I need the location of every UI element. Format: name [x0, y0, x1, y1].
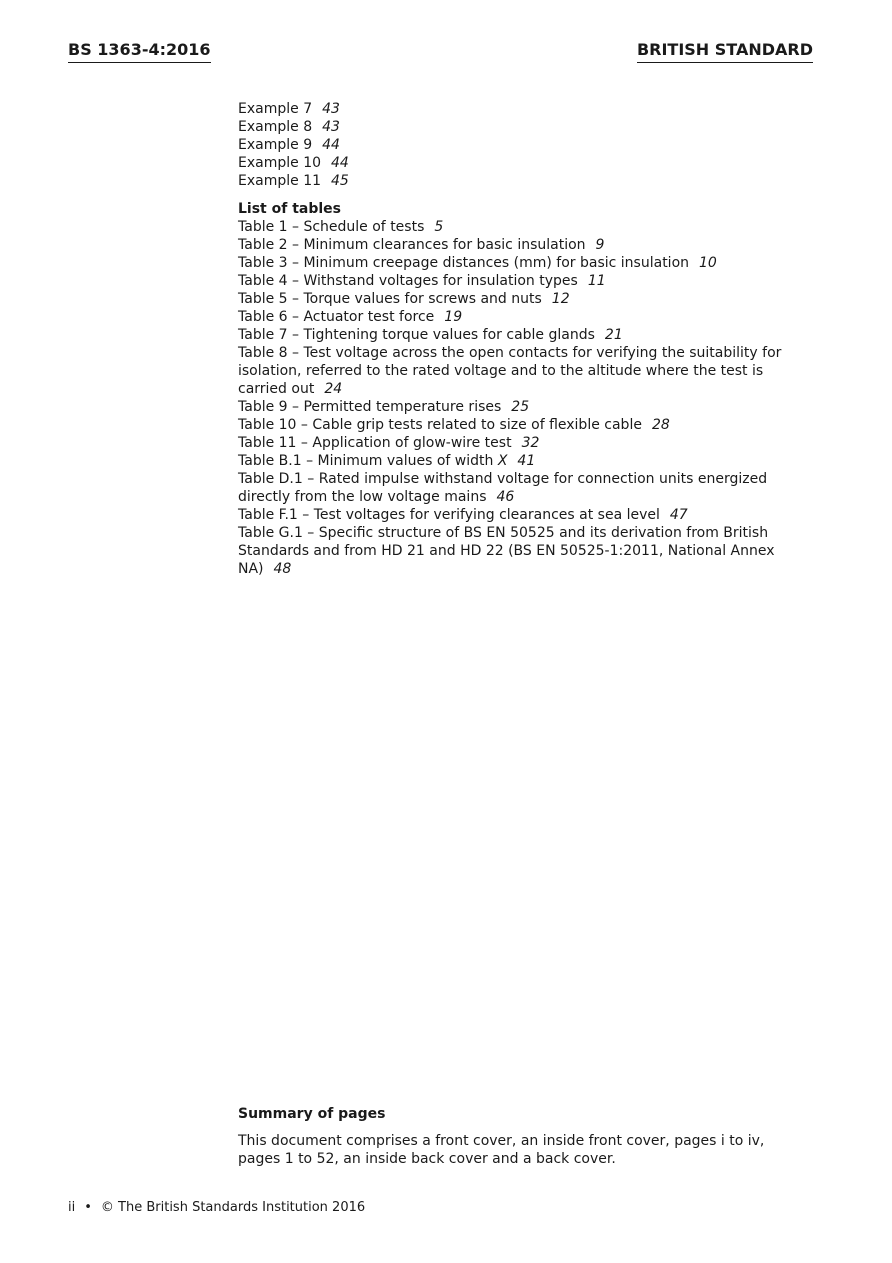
table-entry	[238, 434, 798, 452]
table-entry-page: 21	[604, 327, 623, 343]
example-entry-label: Example 11	[238, 173, 322, 189]
table-entry-label: Table 10 – Cable grip tests related to size of flexible cable	[238, 417, 642, 433]
table-entry	[238, 506, 798, 524]
table-entry	[238, 470, 798, 506]
example-entry	[238, 154, 798, 172]
example-entry-label: Example 7	[238, 101, 313, 117]
table-entry-page: 32	[521, 435, 540, 451]
example-entry-label: Example 10	[238, 155, 322, 171]
example-entry	[238, 136, 798, 154]
table-entry	[238, 452, 798, 470]
table-entry-page: 28	[651, 417, 670, 433]
example-entry-page: 43	[322, 101, 340, 117]
examples-list	[238, 100, 798, 190]
table-entry	[238, 416, 798, 434]
example-entry	[238, 100, 798, 118]
table-entry	[238, 344, 798, 398]
table-entry	[238, 524, 798, 578]
table-entry-label: Table 8 – Test voltage across the open contacts for verifying the suitability for isolation, referred to the rated voltage and to the altitude where the test is carried out	[238, 345, 782, 397]
table-entry-label: Table 1 – Schedule of tests	[238, 219, 425, 235]
table-entry-label: Table 4 – Withstand voltages for insulation types	[238, 273, 578, 289]
table-entry-page: 24	[324, 381, 343, 397]
table-entry-page: 25	[511, 399, 530, 415]
table-entry-label: Table D.1 – Rated impulse withstand voltage for connection units energized directly from the low voltage mains	[238, 471, 768, 505]
table-entry-label: Table 2 – Minimum clearances for basic insulation	[238, 237, 586, 253]
tables-heading: List of tables	[238, 201, 341, 217]
table-entry-label: Table G.1 – Specific structure of BS EN 50525 and its derivation from British Standards and from HD 21 and HD 22 (BS EN 50525-1:2011, National Annex NA)	[238, 525, 775, 577]
example-entry	[238, 172, 798, 190]
table-entry	[238, 290, 798, 308]
table-entry-page: 47	[669, 507, 688, 523]
table-entry-page: 41	[517, 453, 536, 469]
table-entry-page: 12	[551, 291, 570, 307]
table-entry-page: 19	[444, 309, 463, 325]
table-entry-page: 10	[699, 255, 717, 271]
table-entry-label: Table 5 – Torque values for screws and nuts	[238, 291, 542, 307]
summary-heading: Summary of pages	[238, 1106, 386, 1122]
table-entry-label: Table 7 – Tightening torque values for cable glands	[238, 327, 595, 343]
table-entry-label: Table 11 – Application of glow-wire test	[238, 435, 512, 451]
table-entry-page: 46	[496, 489, 515, 505]
example-entry-label: Example 9	[238, 137, 313, 153]
table-entry-label: Table 3 – Minimum creepage distances (mm) for basic insulation	[238, 255, 690, 271]
page-number: ii	[68, 1200, 76, 1215]
table-entry-label: Table F.1 – Test voltages for verifying clearances at sea level	[238, 507, 660, 523]
footer-bullet: •	[84, 1200, 92, 1215]
example-entry-page: 44	[331, 155, 349, 171]
table-entry-label: Table 6 – Actuator test force	[238, 309, 435, 325]
table-entry-label: Table 9 – Permitted temperature rises	[238, 399, 502, 415]
standard-label: BRITISH STANDARD	[637, 40, 813, 63]
summary-section	[238, 1105, 798, 1168]
example-entry	[238, 118, 798, 136]
document-id: BS 1363-4:2016	[68, 40, 211, 63]
summary-text: This document comprises a front cover, an inside front cover, pages i to iv, pages 1 to 52, an inside back cover and a back cover.	[238, 1133, 765, 1167]
table-entry	[238, 218, 798, 236]
example-entry-page: 45	[331, 173, 349, 189]
table-entry	[238, 272, 798, 290]
table-entry-label-variable: X	[497, 453, 508, 469]
page-footer	[68, 1199, 365, 1216]
example-entry-page: 43	[322, 119, 340, 135]
example-entry-label: Example 8	[238, 119, 313, 135]
table-entry	[238, 308, 798, 326]
table-entry-page: 9	[595, 237, 605, 253]
copyright-text: © The British Standards Institution 2016	[100, 1200, 366, 1215]
tables-list	[238, 218, 798, 578]
table-entry	[238, 236, 798, 254]
table-entry-page: 48	[273, 561, 292, 577]
table-entry-page: 5	[434, 219, 444, 235]
table-entry	[238, 254, 798, 272]
table-entry	[238, 398, 798, 416]
table-entry-page: 11	[587, 273, 606, 289]
contents-list	[238, 100, 798, 578]
example-entry-page: 44	[322, 137, 340, 153]
table-entry	[238, 326, 798, 344]
table-entry-label: Table B.1 – Minimum values of width	[238, 453, 494, 469]
